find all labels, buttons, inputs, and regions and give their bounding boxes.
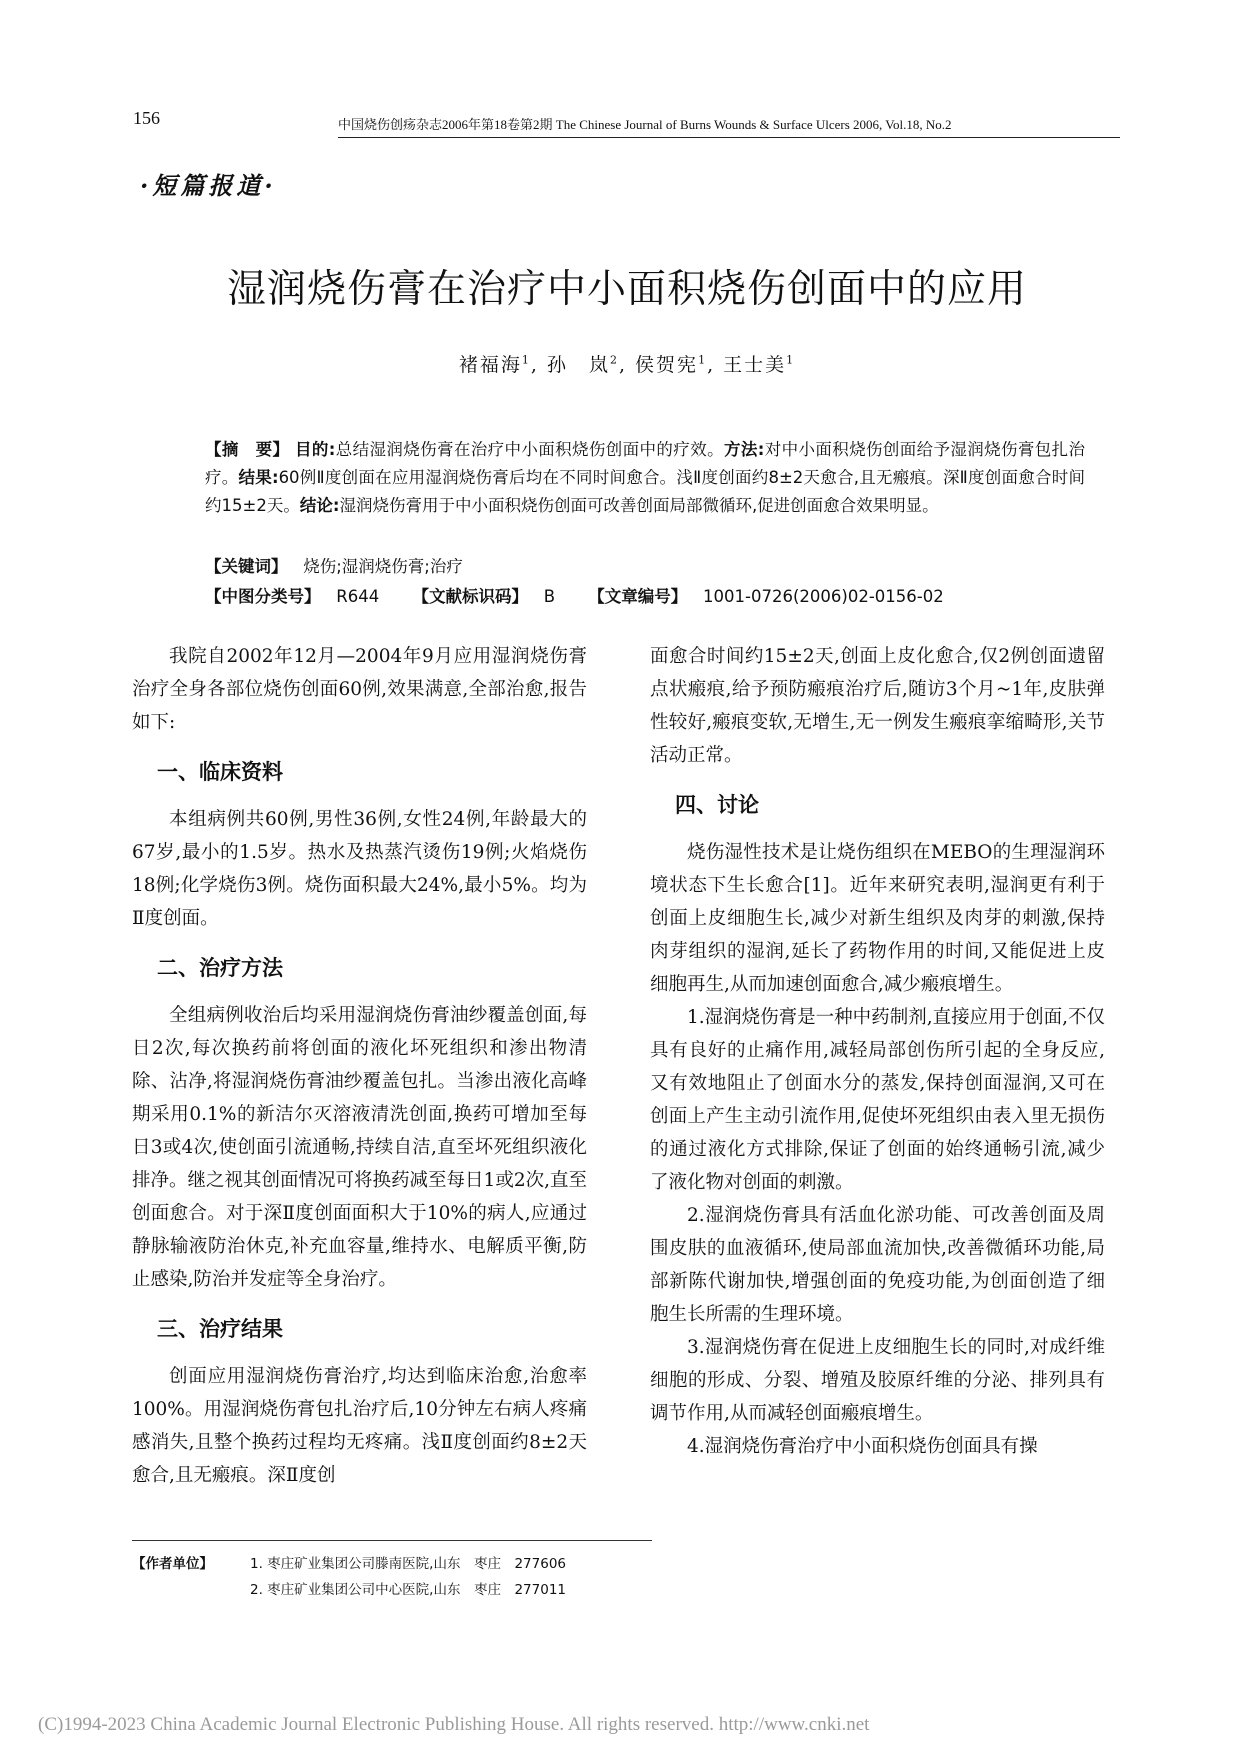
author-affiliations: [132, 1540, 652, 1603]
author-list: 褚福海$^1$, 孙 岚$^2$, 侯贺宪$^1$, 王士美$^1$: [458, 353, 796, 376]
conclusion-text: 湿润烧伤膏用于中小面积烧伤创面可改善创面局部微循环,促进创面愈合效果明显。: [339, 496, 939, 515]
abstract: [205, 436, 1085, 520]
clc-value: R644: [336, 587, 380, 606]
section-heading: 一、临床资料: [157, 760, 283, 784]
result-label: 结果:: [238, 468, 279, 487]
clc-label: 【中图分类号】: [205, 587, 321, 606]
section-heading: 二、治疗方法: [157, 956, 283, 980]
body-paragraph: 本组病例共60例,男性36例,女性24例,年龄最大的67岁,最小的1.5岁。热水及热蒸汽烫伤19例;火焰烧伤18例;化学烧伤3例。烧伤面积最大24%,最小5%。均为Ⅱ度创面。: [132, 809, 587, 929]
method-label: 方法:: [723, 440, 765, 459]
running-head: 中国烧伤创疡杂志2006年第18卷第2期 The Chinese Journal of Burns Wounds & Surface Ulcers 2006, Vol.18, No.2: [338, 114, 1120, 138]
body-paragraph: 面愈合时间约15±2天,创面上皮化愈合,仅2例创面遗留点状瘢痕,给予预防瘢痕治疗后,随访3个月~1年,皮肤弹性较好,瘢痕变软,无增生,无一例发生瘢痕挛缩畸形,关节活动正常。: [650, 646, 1105, 766]
doc-code-label: 【文献标识码】: [412, 587, 528, 606]
intro-paragraph: 我院自2002年12月—2004年9月应用湿润烧伤膏治疗全身各部位烧伤创面60例,效果满意,全部治愈,报告如下:: [132, 646, 587, 733]
author-name: 褚福海: [458, 354, 522, 376]
copyright-notice: (C)1994-2023 China Academic Journal Electronic Publishing House. All rights reserved. http://www.cnki.net: [38, 1714, 870, 1735]
method-text: 对中小面积烧伤创面给予湿润烧伤膏包扎治疗。: [205, 440, 1085, 487]
body-paragraph: 全组病例收治后均采用湿润烧伤膏油纱覆盖创面,每日2次,每次换药前将创面的液化坏死组织和渗出物清除、沾净,将湿润烧伤膏油纱覆盖包扎。当渗出液化高峰期采用0.1%的新洁尔灭溶液清洗创面,换药可增加至每日3或4次,使创面引流通畅,持续自洁,直至坏死组织液化排净。继之视其创面情况可将换药减至每日1或2次,直至创面愈合。对于深Ⅱ度创面面积大于10%的病人,应通过静脉输液防治休克,补充血容量,维持水、电解质平衡,防止感染,防治并发症等全身治疗。: [132, 1005, 587, 1290]
result-text: 60例Ⅱ度创面在应用湿润烧伤膏后均在不同时间愈合。浅Ⅱ度创面约8±2天愈合,且无瘢痕。深Ⅱ度创面愈合时间约15±2天。: [205, 468, 1085, 515]
author-affiliation-mark: 2: [609, 353, 619, 367]
body-paragraph: 2.湿润烧伤膏具有活血化淤功能、可改善创面及周围皮肤的血液循环,使局部血流加快,改善微循环功能,局部新陈代谢加快,增强创面的免疫功能,为创面创造了细胞生长所需的生理环境。: [650, 1205, 1105, 1325]
objective-label: 目的:: [295, 440, 336, 459]
body-paragraph: 3.湿润烧伤膏在促进上皮细胞生长的同时,对成纤维细胞的形成、分裂、增殖及胶原纤维的分泌、排列具有调节作用,从而减轻创面瘢痕增生。: [650, 1337, 1105, 1424]
body-paragraph: 创面应用湿润烧伤膏治疗,均达到临床治愈,治愈率100%。用湿润烧伤膏包扎治疗后,10分钟左右病人疼痛感消失,且整个换药过程均无疼痛。浅Ⅱ度创面约8±2天愈合,且无瘢痕。深Ⅱ度创: [132, 1366, 587, 1486]
body-column-right: [650, 640, 1105, 1463]
author-name: 王士美: [723, 354, 787, 376]
keywords: [205, 553, 463, 577]
classification-line: [205, 583, 944, 607]
section-heading: 三、治疗结果: [157, 1317, 283, 1341]
keywords-label: 【关键词】: [205, 557, 288, 576]
conclusion-label: 结论:: [299, 496, 340, 515]
keywords-value: 烧伤;湿润烧伤膏;治疗: [303, 557, 463, 576]
body-column-left: [132, 640, 587, 1492]
author-name: 孙 岚: [546, 354, 610, 376]
doc-code-value: B: [543, 587, 556, 606]
section-heading: 四、讨论: [675, 793, 759, 817]
article-no-value: 1001-0726(2006)02-0156-02: [703, 587, 944, 606]
section-label: ·短篇报道·: [140, 171, 277, 200]
abstract-label: 【摘 要】: [205, 440, 290, 459]
body-paragraph: 1.湿润烧伤膏是一种中药制剂,直接应用于创面,不仅具有良好的止痛作用,减轻局部创伤所引起的全身反应,又有效地阻止了创面水分的蒸发,保持创面湿润,又可在创面上产生主动引流作用,促使坏死组织由表入里无损伤的通过液化方式排除,保证了创面的始终通畅引流,减少了液化物对创面的刺激。: [650, 1007, 1105, 1193]
affiliation-label: 【作者单位】: [132, 1556, 213, 1572]
body-paragraph: 4.湿润烧伤膏治疗中小面积烧伤创面具有操: [687, 1436, 1038, 1457]
article-title: 湿润烧伤膏在治疗中小面积烧伤创面中的应用: [226, 267, 1027, 312]
body-paragraph: 烧伤湿性技术是让烧伤组织在MEBO的生理湿润环境状态下生长愈合[1]。近年来研究表明,湿润更有利于创面上皮细胞生长,减少对新生组织及肉芽的刺激,保持肉芽组织的湿润,延长了药物作用的时间,又能促进上皮细胞再生,从而加速创面愈合,减少瘢痕增生。: [650, 842, 1105, 995]
author-affiliation-mark: 1: [698, 353, 708, 367]
affiliation-line: 1. 枣庄矿业集团公司滕南医院,山东 枣庄 277606: [250, 1556, 566, 1572]
author-affiliation-mark: 1: [786, 353, 796, 367]
page-number: 156: [133, 108, 160, 128]
article-no-label: 【文章编号】: [588, 587, 688, 606]
author-name: 侯贺宪: [635, 354, 699, 376]
author-affiliation-mark: 1: [521, 353, 531, 367]
affiliation-line: 2. 枣庄矿业集团公司中心医院,山东 枣庄 277011: [250, 1582, 566, 1598]
objective-text: 总结湿润烧伤膏在治疗中小面积烧伤创面中的疗效。: [335, 440, 724, 459]
